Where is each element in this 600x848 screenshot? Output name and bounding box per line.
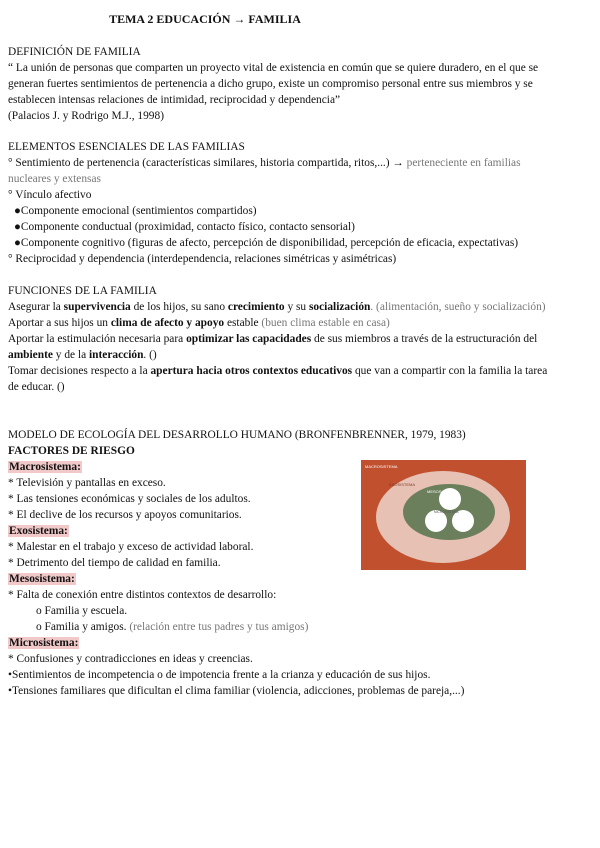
microsistema-diagram-label: MICROSISTEMA bbox=[434, 510, 459, 514]
micro-item-2: •Sentimientos de incompetencia o de impotencia frente a la crianza y educación de sus hijos. bbox=[8, 669, 431, 681]
funcion-4-line-2: de educar. () bbox=[8, 381, 65, 393]
funcion-1-a: Asegurar la bbox=[8, 301, 64, 313]
funcion-4-a: Tomar decisiones respecto a la bbox=[8, 365, 151, 377]
elementos-sub-2: ●Componente conductual (proximidad, contacto físico, contacto sensorial) bbox=[14, 221, 355, 233]
funcion-3-a: Aportar la estimulación necesaria para bbox=[8, 333, 187, 345]
microsistema-label: Microsistema: bbox=[9, 637, 79, 649]
meso-item-3-text: o Familia y amigos. bbox=[36, 621, 130, 633]
funcion-2-b: clima de afecto y apoyo bbox=[110, 317, 225, 329]
exosistema-diagram-label: EXOSISTEMA bbox=[389, 482, 416, 487]
elementos-sub-3: ●Componente cognitivo (figuras de afecto, percepción de disponibilidad, percepción de eficacia, expectativas) bbox=[14, 237, 519, 249]
funcion-2-d: (buen clima estable en casa) bbox=[261, 317, 390, 329]
definicion-quote-line-1: “ La unión de personas que comparten un proyecto vital de existencia en común que se quiere duradero, en el que se bbox=[8, 62, 539, 74]
macro-item-3: * El declive de los recursos y apoyos comunitarios. bbox=[8, 509, 242, 521]
macro-item-1: * Televisión y pantallas en exceso. bbox=[8, 477, 166, 489]
funcion-3-c: de sus miembros a través de la estructuración del bbox=[311, 333, 538, 345]
funciones-heading: FUNCIONES DE LA FAMILIA bbox=[8, 285, 157, 297]
exo-item-1: * Malestar en el trabajo y exceso de actividad laboral. bbox=[8, 541, 254, 553]
micro-item-3: •Tensiones familiares que dificultan el clima familiar (violencia, adicciones, problemas de pareja,...) bbox=[8, 685, 465, 697]
page-title: TEMA 2 EDUCACIÓN → FAMILIA bbox=[109, 12, 301, 26]
funcion-1-b: supervivencia bbox=[63, 301, 131, 313]
meso-item-2: o Familia y escuela. bbox=[36, 605, 128, 617]
macrosistema-label: Macrosistema: bbox=[9, 461, 81, 473]
funcion-4-c: que van a compartir con la familia la tarea bbox=[352, 365, 548, 377]
funcion-1-e: y su bbox=[284, 301, 309, 313]
exo-item-2: * Detrimento del tiempo de calidad en familia. bbox=[8, 557, 221, 569]
funcion-3-f: interacción bbox=[89, 349, 144, 361]
macro-item-2: * Las tensiones económicas y sociales de los adultos. bbox=[8, 493, 251, 505]
meso-item-3 bbox=[36, 620, 600, 635]
meso-label-line bbox=[8, 572, 594, 587]
definicion-citation: (Palacios J. y Rodrigo M.J., 1998) bbox=[8, 110, 164, 122]
elementos-item-1-note-cont: nucleares y extensas bbox=[8, 173, 101, 185]
elementos-item-2: ° Vínculo afectivo bbox=[8, 189, 92, 201]
definicion-quote-line-2: generan fuertes sentimientos de pertenencia a dicho grupo, existe un compromiso personal entre sus miembros y se bbox=[8, 78, 533, 90]
definicion-heading: DEFINICIÓN DE FAMILIA bbox=[8, 46, 141, 58]
mesosistema-label: Mesosistema: bbox=[9, 573, 75, 585]
funcion-3-d: ambiente bbox=[8, 349, 53, 361]
funcion-1-c: de los hijos, su sano bbox=[130, 301, 228, 313]
meso-item-3-note: (relación entre tus padres y tus amigos) bbox=[129, 621, 309, 633]
factores-heading: FACTORES DE RIESGO bbox=[8, 445, 135, 457]
funcion-1 bbox=[8, 300, 594, 315]
micro-item-1: * Confusiones y contradicciones en ideas y creencias. bbox=[8, 653, 253, 665]
ecological-model-diagram bbox=[361, 460, 526, 570]
exosistema-label: Exosistema: bbox=[9, 525, 68, 537]
funcion-4-line-1 bbox=[8, 364, 594, 379]
elementos-sub-1: ●Componente emocional (sentimientos compartidos) bbox=[14, 205, 257, 217]
funcion-2 bbox=[8, 316, 594, 331]
funcion-1-g: . (alimentación, sueño y socialización) bbox=[370, 301, 546, 313]
micro-label-line bbox=[8, 636, 594, 651]
funcion-2-a: Aportar a sus hijos un bbox=[8, 317, 111, 329]
mesosistema-diagram-label: MESOSISTEMA bbox=[427, 489, 457, 494]
elementos-heading: ELEMENTOS ESENCIALES DE LAS FAMILIAS bbox=[8, 141, 245, 153]
elementos-item-1 bbox=[8, 156, 594, 171]
elementos-item-1-note: perteneciente en familias bbox=[406, 157, 521, 169]
funcion-3-line-1 bbox=[8, 332, 594, 347]
meso-item-1: * Falta de conexión entre distintos contextos de desarrollo: bbox=[8, 589, 277, 601]
elementos-item-1-text: ° Sentimiento de pertenencia (características similares, historia compartida, ritos,...) → bbox=[8, 157, 407, 169]
funcion-3-line-2 bbox=[8, 348, 594, 363]
modelo-heading: MODELO DE ECOLOGÍA DEL DESARROLLO HUMANO (BRONFENBRENNER, 1979, 1983) bbox=[8, 429, 466, 441]
elementos-item-3: ° Reciprocidad y dependencia (interdependencia, relaciones simétricas y asimétricas) bbox=[8, 253, 397, 265]
definicion-quote-line-3: establecen intensas relaciones de intimidad, reciprocidad y dependencia” bbox=[8, 94, 341, 106]
funcion-3-e: y de la bbox=[52, 349, 89, 361]
funcion-3-b: optimizar las capacidades bbox=[186, 333, 312, 345]
macrosistema-diagram-label: MACROSISTEMA bbox=[365, 464, 398, 469]
funcion-1-f: socialización bbox=[308, 301, 371, 313]
funcion-4-b: apertura hacia otros contextos educativos bbox=[150, 365, 353, 377]
funcion-2-c: estable bbox=[224, 317, 262, 329]
funcion-1-d: crecimiento bbox=[227, 301, 285, 313]
funcion-3-g: . () bbox=[143, 349, 157, 361]
